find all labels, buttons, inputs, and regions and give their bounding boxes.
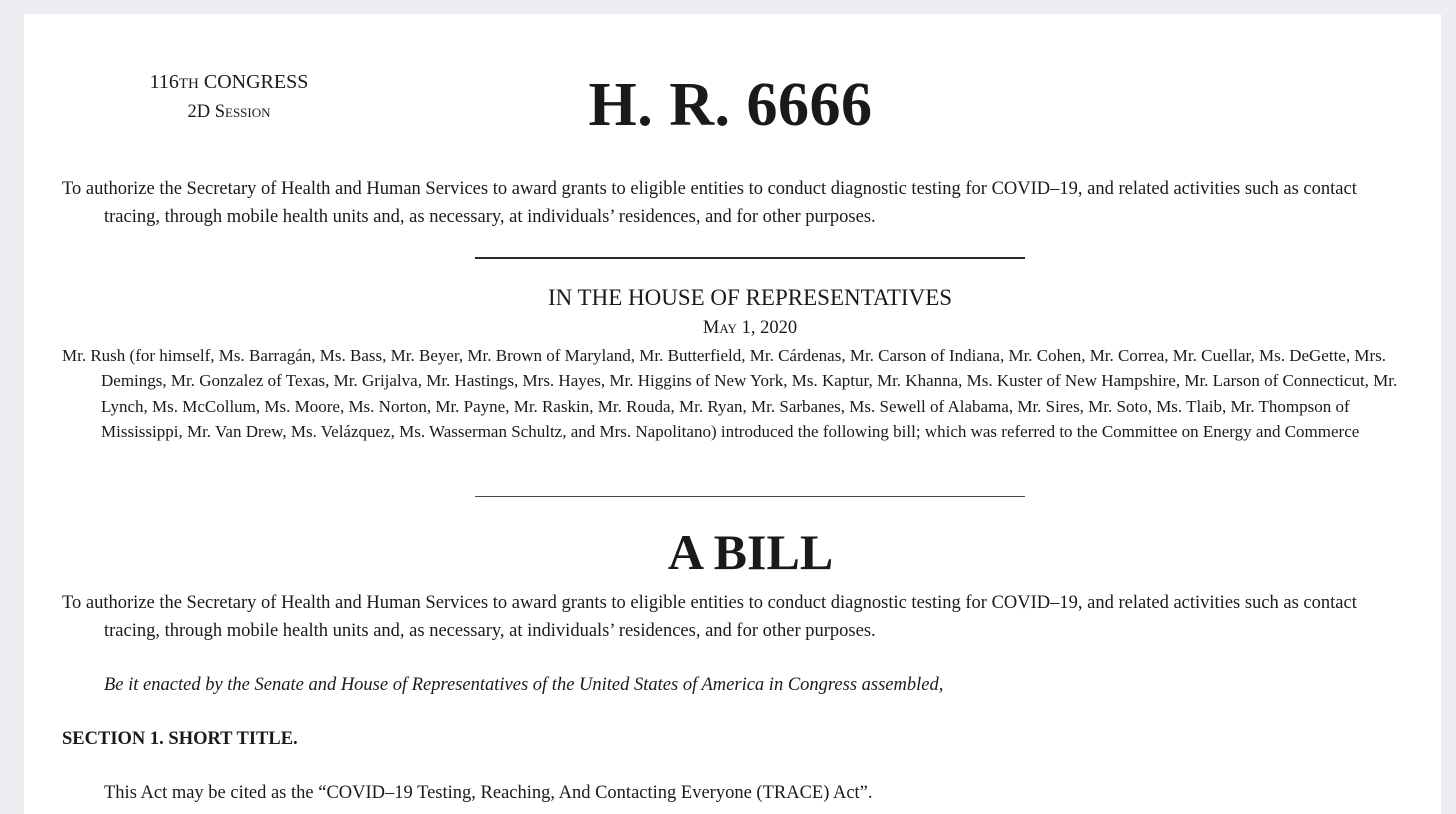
divider-rule [475,257,1025,259]
bill-heading: A BILL [667,524,834,580]
session-number: 2 [187,102,197,122]
enacting-clause: Be it enacted by the Senate and House of Representatives of the United States of America in Congress assembled, [104,675,944,695]
section-text: This Act may be cited as the “COVID–19 Testing, Reaching, And Contacting Everyone (TRACE) Act”. [104,783,873,803]
introduction-date: May 1, 2020 [702,318,798,338]
congress-line [129,68,329,98]
section-heading: SECTION 1. SHORT TITLE. [62,729,298,749]
bill-purpose-summary: To authorize the Secretary of Health and Human Services to award grants to eligible entities to conduct diagnostic testing for COVID–19, and related activities such as contact tracing, through mobile health units and, as necessary, at individuals’ residences, and for other purposes. [62,179,1357,227]
congress-label: CONGRESS [203,71,309,93]
session-label: Session [214,102,271,122]
sponsors-paragraph: Mr. Rush (for himself, Ms. Barragán, Ms. Bass, Mr. Beyer, Mr. Brown of Maryland, Mr. Butterfield, Mr. Cárdenas, Mr. Carson of Indiana, Mr. Cohen, Mr. Correa, Mr. Cuellar, Ms. DeGette, Mrs. Demings, Mr. Gonzalez of Texas, Mr. Grijalva, Mr. Hastings, Mrs. Hayes, Mr. Higgins of New York, Ms. Kaptur, Mr. Khanna, Ms. Kuster of New Hampshire, Mr. Larson of Connecticut, Mr. Lynch, Ms. McCollum, Ms. Moore, Ms. Norton, Mr. Payne, Mr. Raskin, Mr. Rouda, Mr. Ryan, Mr. Sarbanes, Ms. Sewell of Alabama, Mr. Sires, Mr. Soto, Ms. Tlaib, Mr. Thompson of Mississippi, Mr. Van Drew, Ms. Velázquez, Ms. Wasserman Schultz, and Mrs. Napolitano) introduced the following bill; which was referred to the Committee on Energy and Commerce [62,346,1398,442]
bill-document-page [24,14,1441,814]
session-number-suffix: D [196,102,211,122]
congress-number: 116 [149,71,179,93]
session-line [129,98,329,126]
congress-number-suffix: TH [178,76,199,92]
chamber-heading: IN THE HOUSE OF REPRESENTATIVES [547,285,953,310]
bill-number: H. R. 6666 [588,71,873,139]
bill-purpose-title: To authorize the Secretary of Health and Human Services to award grants to eligible entities to conduct diagnostic testing for COVID–19, and related activities such as contact tracing, through mobile health units and, as necessary, at individuals’ residences, and for other purposes. [62,593,1357,641]
congress-session-block [129,68,329,126]
divider-rule [475,496,1025,497]
